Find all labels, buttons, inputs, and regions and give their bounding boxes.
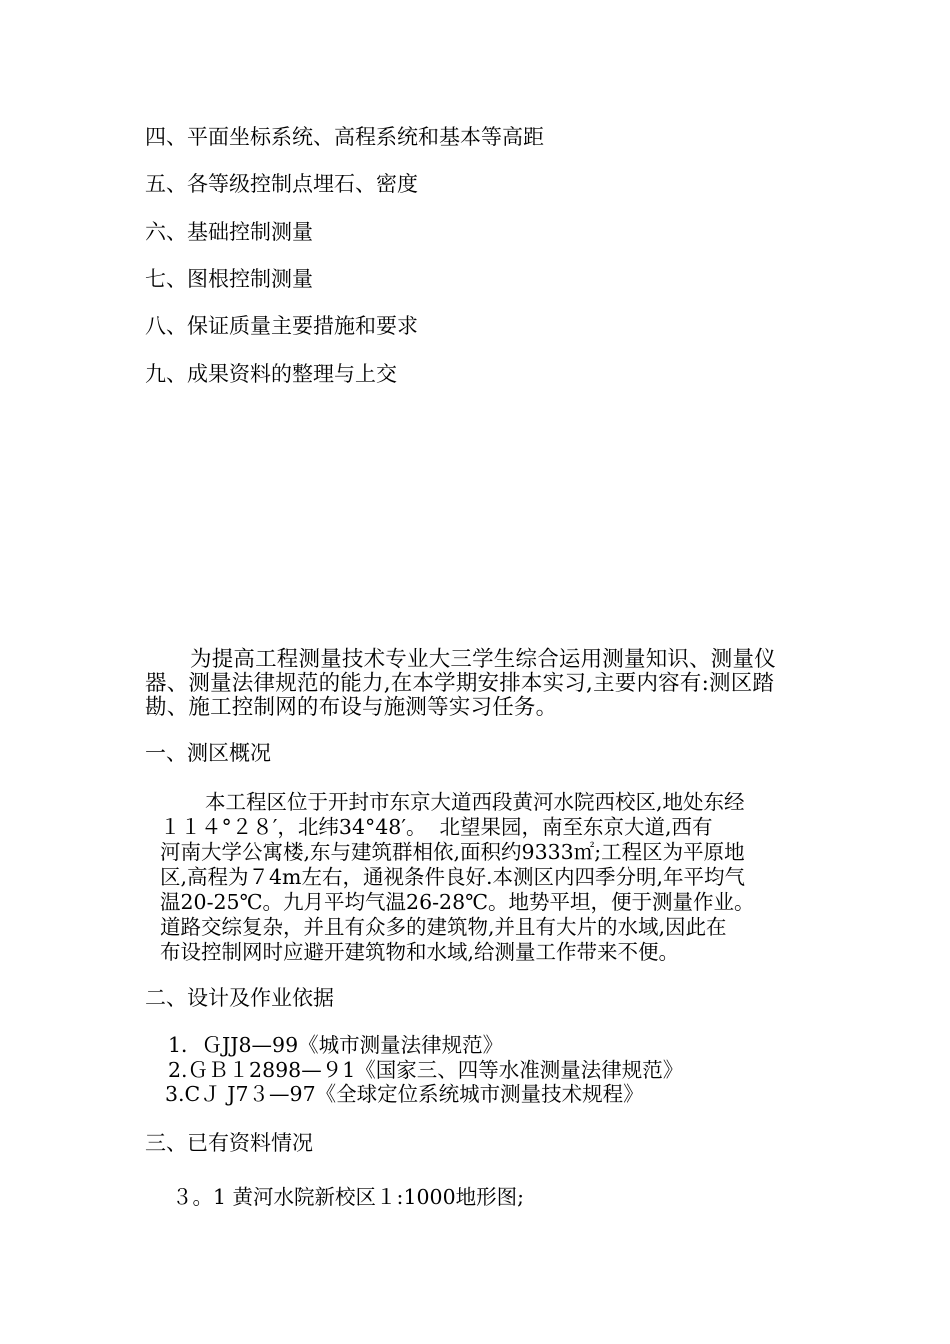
section-heading: 一、测区概况 [145,741,271,765]
toc-item: 九、成果资料的整理与上交 [145,362,397,386]
toc-item: 七、图根控制测量 [145,267,313,291]
reference-item: 3.CＪ J7３—97《全球定位系统城市测量技术规程》 [165,1082,644,1106]
paragraph-line: 温20-25℃。九月平均气温26-28℃。地势平坦，便于测量作业。 [160,890,755,914]
paragraph-line: 本工程区位于开封市东京大道西段黄河水院西校区,地处东经 [205,790,745,814]
paragraph-line: 河南大学公寓楼,东与建筑群相依,面积约9333㎡;工程区为平原地 [160,840,745,864]
intro-line: 勘、施工控制网的布设与施测等实习任务。 [145,695,558,720]
intro-line: 为提高工程测量技术专业大三学生综合运用测量知识、测量仪 [190,647,776,672]
reference-item: 1．ＧJJ8—99《城市测量法律规范》 [168,1033,504,1057]
paragraph-line: 道路交综复杂，并且有众多的建筑物,并且有大片的水域,因此在 [160,915,727,939]
reference-item: ３。1 黄河水院新校区１:1000地形图; [172,1185,525,1209]
reference-item: 2.ＧＢ１2898—９1《国家三、四等水准测量法律规范》 [168,1058,684,1082]
paragraph-line: １１４°２８′，北纬34°48′。 北望果园，南至东京大道,西有 [160,815,713,839]
intro-line: 器、测量法律规范的能力,在本学期安排本实习,主要内容有:测区踏 [145,671,775,696]
section-heading: 三、已有资料情况 [145,1131,313,1155]
toc-item: 六、基础控制测量 [145,220,313,244]
toc-item: 八、保证质量主要措施和要求 [145,314,418,338]
paragraph-line: 布设控制网时应避开建筑物和水域,给测量工作带来不便。 [160,940,680,964]
toc-item: 五、各等级控制点埋石、密度 [145,172,418,196]
paragraph-line: 区,高程为７4m左右，通视条件良好.本测区内四季分明,年平均气 [160,865,746,889]
toc-item: 四、平面坐标系统、高程系统和基本等高距 [145,125,544,149]
section-heading: 二、设计及作业依据 [145,986,334,1010]
